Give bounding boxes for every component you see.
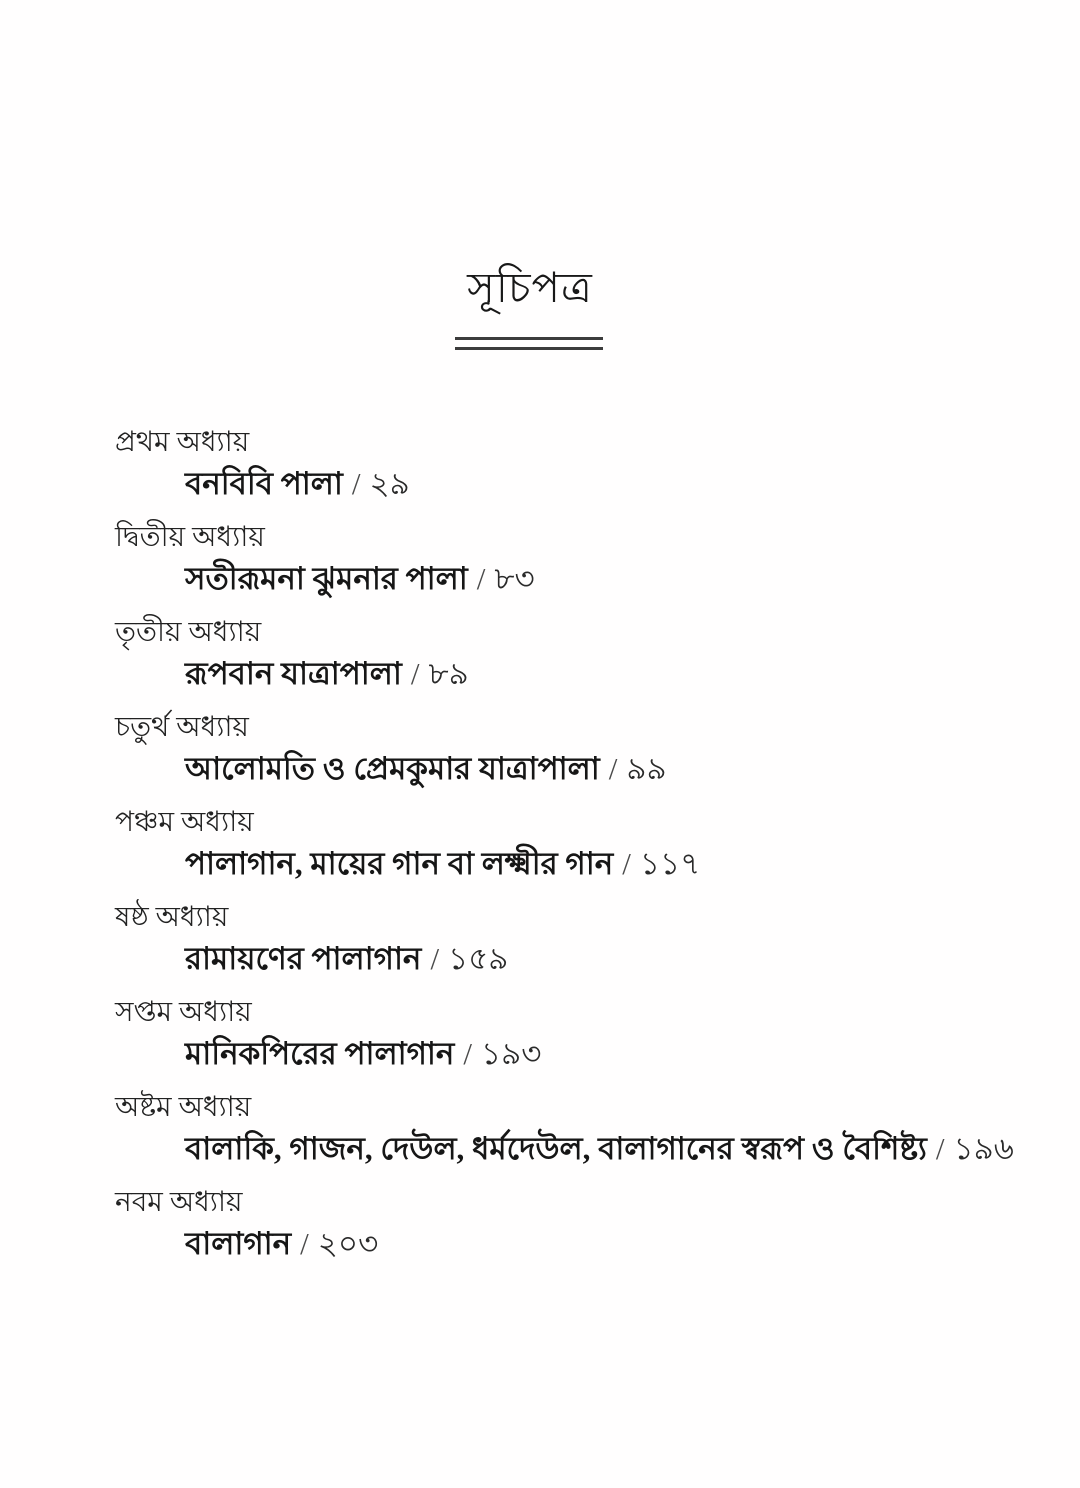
page-number: ৮৩ [494, 561, 535, 596]
page-number: ২৯ [369, 466, 410, 501]
toc-entry [115, 517, 1065, 599]
chapter-title-line [115, 653, 1065, 694]
chapter-title-line [115, 843, 1065, 884]
toc-entry [115, 1087, 1065, 1169]
chapter-title-line [115, 1128, 1065, 1169]
page-separator: / [430, 941, 440, 976]
toc-entry [115, 992, 1065, 1074]
chapter-title-line [115, 748, 1065, 789]
chapter-title-line [115, 1223, 1065, 1264]
work-title: মানিকপিরের পালাগান [185, 1036, 455, 1071]
title-underline-rule [455, 337, 603, 350]
toc-entry [115, 422, 1065, 504]
page-number: ১১৭ [639, 846, 701, 881]
chapter-heading: চতুর্থ অধ্যায় [115, 712, 249, 743]
work-title: বালাকি, গাজন, দেউল, ধর্মদেউল, বালাগানের স্বরূপ ও বৈশিষ্ট্য [185, 1131, 927, 1166]
page-separator: / [935, 1131, 945, 1166]
toc-entry [115, 707, 1065, 789]
chapter-title-line [115, 558, 1065, 599]
work-title: রূপবান যাত্রাপালা [185, 656, 402, 691]
page-separator: / [463, 1036, 473, 1071]
chapter-title-line [115, 463, 1065, 504]
page-number: ৮৯ [428, 656, 469, 691]
toc-entry [115, 897, 1065, 979]
page-number: ৯৯ [626, 751, 667, 786]
page-separator: / [476, 561, 486, 596]
page-number: ১৯৬ [953, 1131, 1014, 1166]
chapter-heading: ষষ্ঠ অধ্যায় [115, 902, 229, 933]
work-title: পালাগান, মায়ের গান বা লক্ষ্মীর গান [185, 846, 614, 881]
page-separator: / [622, 846, 631, 881]
chapter-heading: সপ্তম অধ্যায় [115, 997, 252, 1028]
chapter-heading: অষ্টম অধ্যায় [115, 1092, 252, 1123]
page-title: সূচিপত্র [467, 266, 593, 312]
work-title: বালাগান [185, 1226, 292, 1261]
chapter-heading: দ্বিতীয় অধ্যায় [115, 522, 265, 553]
page-number: ১৫৯ [448, 941, 509, 976]
work-title: রামায়ণের পালাগান [185, 941, 422, 976]
chapter-heading: প্রথম অধ্যায় [115, 427, 250, 458]
toc-entry [115, 612, 1065, 694]
page-number: ১৯৩ [481, 1036, 542, 1071]
page-separator: / [351, 466, 361, 501]
chapter-heading: পঞ্চম অধ্যায় [115, 807, 254, 838]
page-separator: / [608, 751, 618, 786]
page-separator: / [300, 1226, 309, 1261]
chapter-heading: নবম অধ্যায় [115, 1187, 243, 1218]
work-title: বনবিবি পালা [185, 466, 343, 501]
page-number: ২০৩ [317, 1226, 379, 1261]
chapter-heading: তৃতীয় অধ্যায় [115, 617, 262, 648]
chapter-title-line [115, 1033, 1065, 1074]
table-of-contents [115, 422, 1065, 1277]
page-separator: / [410, 656, 420, 691]
work-title: আলোমতি ও প্রেমকুমার যাত্রাপালা [185, 751, 600, 786]
toc-entry [115, 802, 1065, 884]
work-title: সতীরূমনা ঝুমনার পালা [185, 561, 468, 596]
chapter-title-line [115, 938, 1065, 979]
toc-entry [115, 1182, 1065, 1264]
